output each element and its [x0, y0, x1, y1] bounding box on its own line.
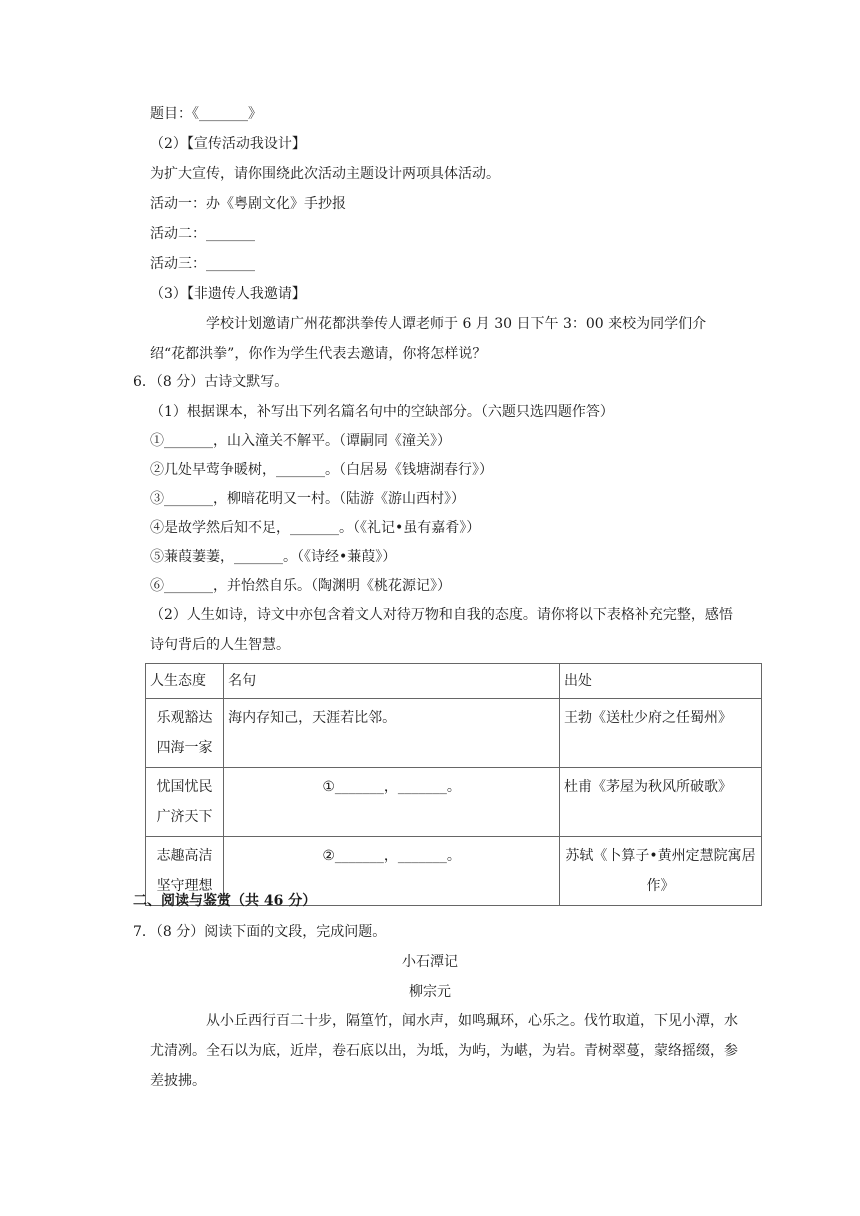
- row-verse: ①_______，_______。: [224, 768, 560, 837]
- q7-passage-text: 从小丘西行百二十步，隔篁竹，闻水声，如鸣珮环，心乐之。伐竹取道，下见小潭，水尤清冽。全石以为底，近岸，卷石底以出，为坻，为屿，为嵁，为岩。青树翠蔓，蒙络摇缀，参差披拂。: [150, 1013, 738, 1089]
- q5-title-line: 题目：《_______》: [150, 106, 262, 122]
- row-verse: ②_______，_______。: [224, 837, 560, 906]
- row-attitude: 乐观豁达四海一家: [146, 699, 224, 768]
- row-verse: 海内存知己，天涯若比邻。: [224, 699, 560, 768]
- q5-activity1: 活动一：办《粤剧文化》手抄报: [150, 196, 346, 212]
- q5-part3-text: 学校计划邀请广州花都洪拳传人谭老师于 6 月 30 日下午 3：00 来校为同学们介绍“花都洪拳”，你作为学生代表去邀请，你将怎样说？: [150, 316, 707, 362]
- q5-part3-heading: （3）【非遗传人我邀请】: [150, 286, 306, 302]
- q6-item-4: ④是故学然后知不足，_______。（《礼记•虽有嘉肴》）: [150, 520, 481, 536]
- q6-item-3: ③_______，柳暗花明又一村。（陆游《游山西村》）: [150, 491, 465, 507]
- q7-passage-author: 柳宗元: [409, 984, 451, 1000]
- header-source: 出处: [560, 664, 762, 699]
- q6-part2: （2）人生如诗，诗文中亦包含着文人对待万物和自我的态度。请你将以下表格补充完整，感悟诗句背后的人生智慧。: [150, 607, 733, 653]
- table-row: [146, 768, 762, 837]
- header-verse: 名句: [224, 664, 560, 699]
- row-source: 杜甫《茅屋为秋风所破歌》: [560, 768, 762, 837]
- q6-part1: （1）根据课本，补写出下列名篇名句中的空缺部分。（六题只选四题作答）: [150, 404, 614, 420]
- q6-item-1: ①_______，山入潼关不解平。（谭嗣同《潼关》）: [150, 433, 451, 449]
- header-attitude: 人生态度: [146, 664, 224, 699]
- q6-item-6: ⑥_______，并怡然自乐。（陶渊明《桃花源记》）: [150, 578, 451, 594]
- q5-part2-heading: （2）【宣传活动我设计】: [150, 136, 306, 152]
- section2-heading: 二、阅读与鉴赏（共 46 分）: [133, 893, 317, 909]
- row-attitude: 忧国忧民广济天下: [146, 768, 224, 837]
- q7-passage-title: 小石潭记: [402, 954, 458, 970]
- life-attitude-table: [145, 663, 762, 906]
- q5-part2-prompt: 为扩大宣传，请你围绕此次活动主题设计两项具体活动。: [150, 166, 500, 182]
- q6-heading: 6．（8 分）古诗文默写。: [133, 374, 289, 390]
- table-header-row: [146, 664, 762, 699]
- q5-activity2: 活动二：_______: [150, 226, 255, 242]
- row-attitude: 志趣高洁坚守理想: [146, 837, 224, 906]
- q7-heading: 7．（8 分）阅读下面的文段，完成问题。: [133, 924, 387, 940]
- row-source: 苏轼《卜算子•黄州定慧院寓居作》: [560, 837, 762, 906]
- q6-item-2: ②几处早莺争暖树，_______。（白居易《钱塘湖春行》）: [150, 462, 493, 478]
- table-row: [146, 699, 762, 768]
- q5-activity3: 活动三：_______: [150, 256, 255, 272]
- row-source: 王勃《送杜少府之任蜀州》: [560, 699, 762, 768]
- q6-item-5: ⑤蒹葭萋萋，_______。（《诗经•蒹葭》）: [150, 549, 397, 565]
